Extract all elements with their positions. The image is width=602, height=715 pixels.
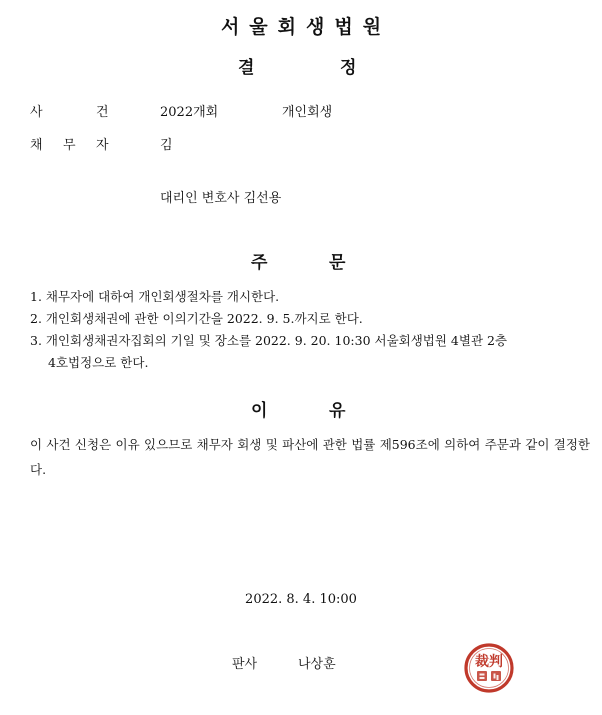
order-item-3-continued: 4호법정으로 한다. <box>48 355 149 370</box>
court-seal-icon <box>463 642 515 694</box>
order-item-3: 3. 개인회생채권자집회의 기일 및 장소를 2022. 9. 20. 10:30 서울회생법원 4별관 2층 <box>30 333 508 348</box>
debtor-name: 김 <box>160 138 173 153</box>
case-number: 2022개회 <box>160 105 219 120</box>
case-label-char-1: 사 <box>30 105 43 120</box>
order-heading-char-1: 주 <box>251 253 268 273</box>
doc-title-char-2: 정 <box>340 58 357 78</box>
order-item-2: 2. 개인회생채권에 관한 이의기간을 2022. 9. 5.까지로 한다. <box>30 311 363 326</box>
debtor-label-char-3: 자 <box>96 138 109 153</box>
case-label-char-2: 건 <box>96 105 109 120</box>
judge-title: 판사 <box>232 657 258 672</box>
order-item-1: 1. 채무자에 대하여 개인회생절차를 개시한다. <box>30 289 280 304</box>
reason-text: 이 사건 신청은 이유 있으므로 채무자 회생 및 파산에 관한 법률 제596조에 의하여 주문과 같이 결정한다. <box>30 437 590 477</box>
judge-name: 나상훈 <box>298 657 336 672</box>
court-name: 서울회생법원 <box>220 16 392 38</box>
attorney: 대리인 변호사 김선용 <box>160 191 282 206</box>
decision-date: 2022. 8. 4. 10:00 <box>245 592 357 607</box>
case-type: 개인회생 <box>282 105 333 120</box>
seal-text: 裁判 <box>475 654 503 670</box>
debtor-label-char-2: 무 <box>63 138 76 153</box>
reason-heading-char-1: 이 <box>251 401 268 421</box>
order-list <box>30 286 590 374</box>
reason-heading-char-2: 유 <box>329 401 346 421</box>
debtor-label-char-1: 채 <box>30 138 43 153</box>
doc-title-char-1: 결 <box>238 58 255 78</box>
order-heading-char-2: 문 <box>329 253 346 273</box>
